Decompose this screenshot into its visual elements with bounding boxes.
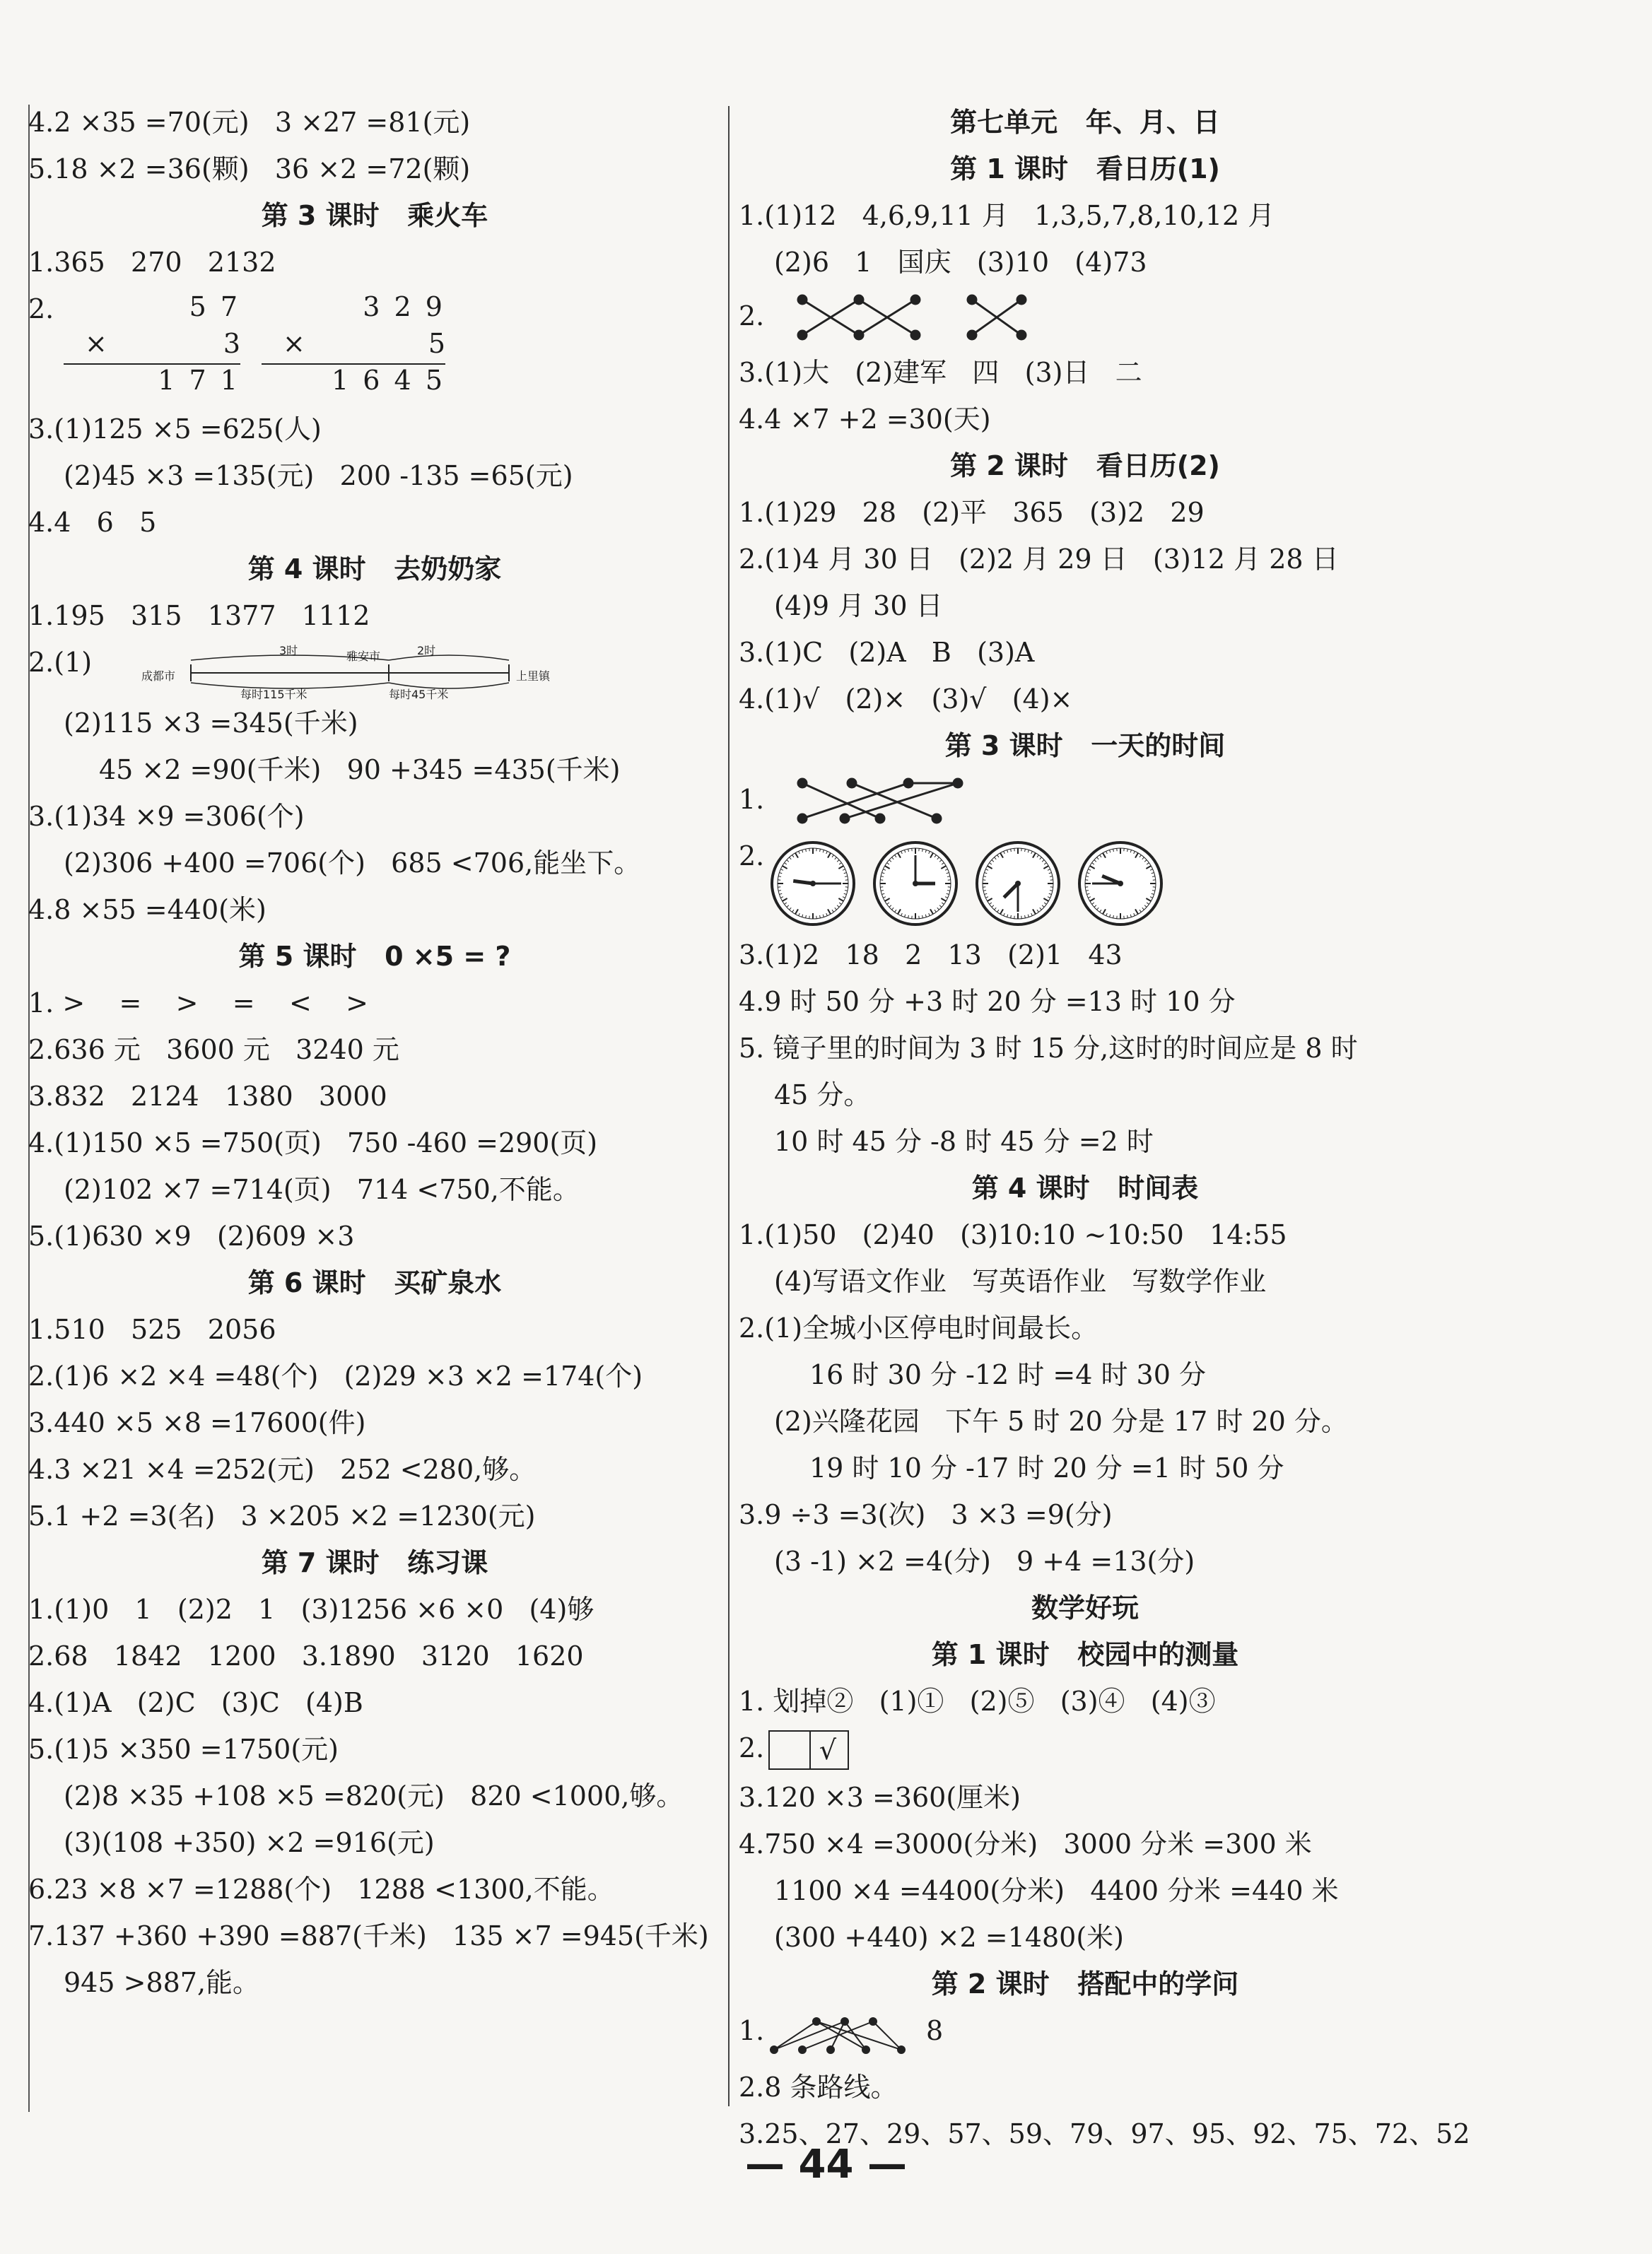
answer-line: 4.4 6 5 — [28, 507, 157, 538]
distance-diagram — [28, 639, 721, 700]
answer-line: 1100 ×4 =4400(分米) 4400 分米 =440 米 — [774, 1875, 1339, 1906]
multiplication-2 — [262, 286, 445, 399]
check-box-figure — [739, 1725, 1431, 1774]
lesson-title: 第 1 课时 校园中的测量 — [931, 1639, 1239, 1670]
answer-line: 1.(1)29 28 (2)平 365 (3)2 29 — [739, 497, 1205, 528]
pairing-lines — [760, 2007, 915, 2064]
answer-line: 5. 镜子里的时间为 3 时 15 分,这时的时间应是 8 时 — [739, 1033, 1358, 1064]
answer-line: 4.4 ×7 +2 =30(天) — [739, 404, 991, 435]
answer-line: (2)306 +400 =706(个) 685 <706,能坐下。 — [64, 847, 641, 879]
answer-line: 2.(1)6 ×2 ×4 =48(个) (2)29 ×3 ×2 =174(个) — [28, 1361, 643, 1392]
answer-line: (2)8 ×35 +108 ×5 =820(元) 820 <1000,够。 — [64, 1780, 684, 1812]
lesson-title: 第 3 课时 一天的时间 — [944, 730, 1226, 761]
answer-line: 2.68 1842 1200 3.1890 3120 1620 — [28, 1640, 584, 1672]
clocks-figure — [739, 833, 1431, 932]
answer-line: (300 +440) ×2 =1480(米) — [774, 1922, 1125, 1953]
left-column — [28, 99, 721, 2006]
answer-line: 2.(1)全城小区停电时间最长。 — [739, 1313, 1099, 1344]
column-divider — [728, 106, 730, 2106]
answer-line: 4.(1)150 ×5 =750(页) 750 -460 =290(页) — [28, 1127, 598, 1158]
answer-line: (4)写语文作业 写英语作业 写数学作业 — [774, 1266, 1267, 1297]
answer-line: 4.9 时 50 分 +3 时 20 分 =13 时 10 分 — [739, 986, 1236, 1017]
item-number: 2. — [739, 840, 765, 871]
lesson-title: 第 4 课时 去奶奶家 — [247, 553, 502, 585]
lesson-title: 第 6 课时 买矿泉水 — [247, 1267, 502, 1298]
page-number: — 44 — — [745, 2142, 907, 2188]
answer-line: 1. > = > = < > — [28, 987, 368, 1019]
section-title: 数学好玩 — [1031, 1592, 1139, 1624]
matching-figure — [739, 769, 1431, 833]
answer-line: 4.(1)√ (2)× (3)√ (4)× — [739, 683, 1073, 715]
answer-line: 945 >887,能。 — [64, 1967, 260, 1998]
lesson-title: 第 2 课时 看日历(2) — [950, 450, 1220, 481]
time-label: 3时 — [279, 644, 298, 657]
answer-line: 4.(1)A (2)C (3)C (4)B — [28, 1687, 363, 1718]
answer-line: 4.750 ×4 =3000(分米) 3000 分米 =300 米 — [739, 1829, 1312, 1860]
multiplier: 3 — [223, 328, 240, 359]
item-number: 1. — [739, 784, 765, 815]
answer-line: 16 时 30 分 -12 时 =4 时 30 分 — [809, 1359, 1206, 1390]
pairing-figure — [739, 2007, 1431, 2064]
answer-line: (3)(108 +350) ×2 =916(元) — [64, 1827, 435, 1858]
city-label: 上里镇 — [516, 669, 551, 683]
item-number: 2.(1) — [28, 647, 93, 678]
item-number: 1. — [739, 2015, 765, 2046]
clock-faces — [760, 833, 1198, 932]
multiplicand: 3 2 9 — [363, 291, 445, 322]
answer-line: (4)9 月 30 日 — [774, 590, 943, 621]
lesson-title: 第 2 课时 搭配中的学问 — [931, 1968, 1239, 2000]
matching-lines — [767, 769, 993, 833]
answer-line: (2)102 ×7 =714(页) 714 <750,不能。 — [64, 1174, 580, 1205]
item-number: 2. — [739, 300, 765, 331]
answer-line: 1.(1)0 1 (2)2 1 (3)1256 ×6 ×0 (4)够 — [28, 1594, 594, 1625]
answer-line: (2)115 ×3 =345(千米) — [64, 708, 358, 739]
lesson-title: 第 1 课时 看日历(1) — [950, 153, 1220, 184]
multiplication-1 — [64, 286, 240, 399]
lesson-title: 第 7 课时 练习课 — [261, 1547, 488, 1578]
lesson-title: 第 3 课时 乘火车 — [261, 200, 488, 231]
answer-line: 1.365 270 2132 — [28, 247, 276, 278]
answer-line: 2.8 条路线。 — [739, 2072, 898, 2103]
answer-line: (2)45 ×3 =135(元) 200 -135 =65(元) — [64, 460, 573, 491]
city-label: 雅安市 — [346, 650, 381, 663]
answer-line: 3.440 ×5 ×8 =17600(件) — [28, 1407, 366, 1438]
answer-line: 5.18 ×2 =36(颗) 36 ×2 =72(颗) — [28, 153, 471, 184]
speed-label: 每时115千米 — [240, 688, 307, 701]
item-number: 2. — [28, 293, 54, 324]
answer-line: 5.(1)5 ×350 =1750(元) — [28, 1734, 339, 1765]
answer-line: 1.195 315 1377 1112 — [28, 600, 370, 631]
checked-box: √ — [808, 1730, 849, 1770]
city-label: 成都市 — [141, 669, 176, 683]
answer-line: 4.2 ×35 =70(元) 3 ×27 =81(元) — [28, 107, 471, 138]
answer-line: 1.510 525 2056 — [28, 1314, 276, 1345]
matching-lines — [767, 286, 1050, 349]
answer-line: 1.(1)50 (2)40 (3)10:10 ~10:50 14:55 — [739, 1219, 1287, 1250]
clock-face — [874, 843, 956, 925]
answer-line: 3.25、27、29、57、59、79、97、95、92、75、72、52 — [739, 2118, 1470, 2149]
product: 1 7 1 — [158, 365, 240, 396]
unit-title: 第七单元 年、月、日 — [950, 107, 1220, 138]
multiplicand: 5 7 — [189, 291, 240, 322]
answer-line: 3.832 2124 1380 3000 — [28, 1081, 387, 1112]
answer-line: 1. 划掉② (1)① (2)⑤ (3)④ (4)③ — [739, 1686, 1216, 1717]
lesson-title: 第 4 课时 时间表 — [971, 1173, 1199, 1204]
answer-line: (2)6 1 国庆 (3)10 (4)73 — [774, 247, 1147, 278]
answer-line: 19 时 10 分 -17 时 20 分 =1 时 50 分 — [809, 1452, 1284, 1484]
right-column — [739, 99, 1470, 2157]
product: 1 6 4 5 — [332, 365, 445, 396]
answer-line: 45 分。 — [774, 1079, 871, 1110]
times-sign: × — [85, 328, 107, 359]
clock-face — [977, 843, 1059, 925]
vertical-multiplication — [28, 286, 721, 406]
matching-figure — [739, 286, 1431, 349]
time-label: 2时 — [417, 644, 436, 657]
answer-line: 5.1 +2 =3(名) 3 ×205 ×2 =1230(元) — [28, 1501, 536, 1532]
answer-line: 3.(1)34 ×9 =306(个) — [28, 801, 305, 832]
clock-face — [1079, 843, 1161, 925]
times-sign: × — [283, 328, 305, 359]
answer-line: 5.(1)630 ×9 (2)609 ×3 — [28, 1221, 355, 1252]
answer-line: 7.137 +360 +390 =887(千米) 135 ×7 =945(千米) — [28, 1920, 709, 1951]
answer-line: 2.636 元 3600 元 3240 元 — [28, 1034, 399, 1065]
answer-line: 45 ×2 =90(千米) 90 +345 =435(千米) — [99, 754, 621, 785]
answer-line: 3.(1)C (2)A B (3)A — [739, 637, 1035, 668]
answer-line: 3.(1)大 (2)建军 四 (3)日 二 — [739, 357, 1142, 388]
answer-line: 3.(1)2 18 2 13 (2)1 43 — [739, 939, 1123, 970]
answer-line: 2.(1)4 月 30 日 (2)2 月 29 日 (3)12 月 28 日 — [739, 544, 1339, 575]
item-number: 2. — [739, 1732, 765, 1763]
speed-label: 每时45千米 — [389, 688, 449, 701]
answer-line: 6.23 ×8 ×7 =1288(个) 1288 <1300,不能。 — [28, 1874, 614, 1905]
answer-line: 3.9 ÷3 =3(次) 3 ×3 =9(分) — [739, 1499, 1113, 1530]
multiplier: 5 — [428, 328, 445, 359]
answer-line: 4.3 ×21 ×4 =252(元) 252 <280,够。 — [28, 1454, 537, 1485]
answer-value: 8 — [926, 2015, 944, 2046]
empty-box — [768, 1730, 811, 1770]
answer-line: 3.(1)125 ×5 =625(人) — [28, 413, 322, 445]
lesson-title: 第 5 课时 0 ×5 = ? — [238, 941, 511, 972]
clock-face — [772, 843, 854, 925]
answer-line: 1.(1)12 4,6,9,11 月 1,3,5,7,8,10,12 月 — [739, 200, 1275, 231]
answer-line: (2)兴隆花园 下午 5 时 20 分是 17 时 20 分。 — [774, 1406, 1348, 1437]
answer-line: (3 -1) ×2 =4(分) 9 +4 =13(分) — [774, 1546, 1195, 1577]
answer-line: 4.8 ×55 =440(米) — [28, 894, 266, 925]
answer-line: 10 时 45 分 -8 时 45 分 =2 时 — [774, 1126, 1154, 1157]
answer-line: 3.120 ×3 =360(厘米) — [739, 1782, 1021, 1813]
